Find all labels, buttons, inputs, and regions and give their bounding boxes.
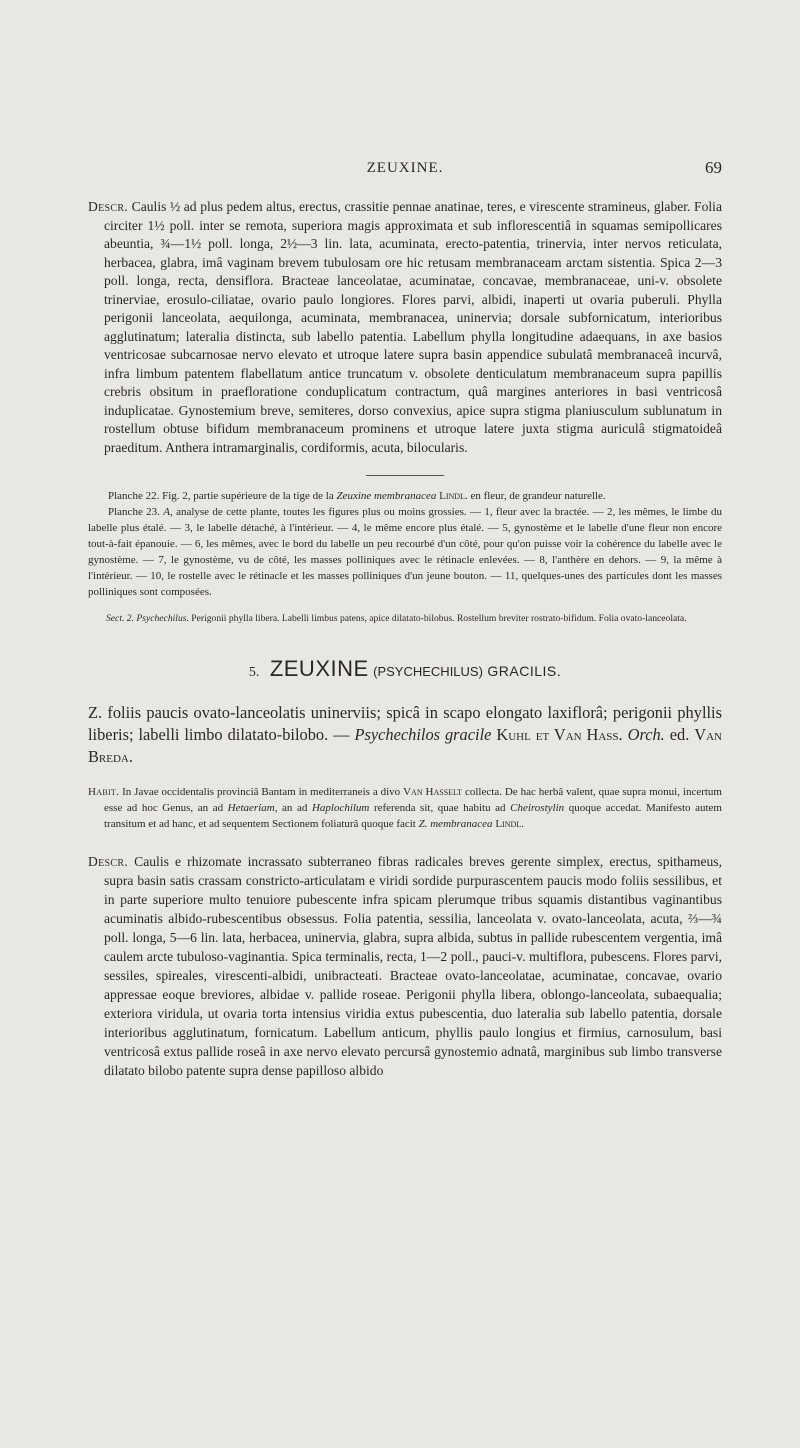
description-2-lead: Descr. bbox=[88, 854, 129, 869]
plate-note-22-species: Zeuxine membranacea bbox=[336, 490, 437, 502]
plate-notes bbox=[88, 488, 722, 600]
diagnosis-reference: Orch. bbox=[627, 725, 665, 744]
description-paragraph bbox=[88, 198, 722, 457]
section-text: Perigonii phylla libera. Labelli limbus patens, apice dilatato-bilobus. Rostellum breviter rostrato-bifidum. Folia ovato-lanceolata. bbox=[191, 613, 687, 624]
habitat-lead: Habit. bbox=[88, 786, 120, 798]
habitat-species: Z. membranacea bbox=[418, 818, 493, 830]
diagnosis-reference-ed: ed. bbox=[664, 725, 695, 744]
diagnosis-synonym: Psychechilos gracile bbox=[354, 725, 492, 744]
page-number: 69 bbox=[705, 158, 722, 177]
separator-rule bbox=[366, 475, 444, 476]
species-epithet: GRACILIS. bbox=[487, 663, 562, 679]
plate-note-23 bbox=[88, 504, 722, 600]
running-head bbox=[88, 158, 722, 198]
diagnosis-text: Z. foliis paucis ovato-lanceolatis uninerviis; spicâ in scapo elongato laxiflorâ; perigonii phyllis liberis; labelli limbo dilatato-bilobo. — bbox=[88, 703, 722, 744]
description-2-text: Caulis e rhizomate incrassato subterraneo fibras radicales breves gerente simplex, erectus, spithameus, supra basin satis crassam constricto-articulatam e viridi sordide purpurascentem paucis modo foliis sessilibus, et in parte superiore multo tenuiore pubescente infra spicam plerumque tribus squamis distantibus vaginantibus acuminatis albido-rubescentibus obsessus. Folia patentia, sessilia, lanceolata v. ovato-lanceolata, acuta, ⅔—¾ poll. longa, 5—6 lin. lata, herbacea, uninervia, glabra, supra albida, subtus in pallide rubescentem vergentia, imâ caulem arcte tubuloso-vaginantia. Spica terminalis, recta, 1—2 poll., pauci-v. multiflora, pubescens. Flores parvi, sessiles, spireales, virescenti-albidi, unibracteati. Bracteae ovato-lanceolatae, acuminatae, concavae, ovario appressae eoque breviores, albidae v. pallide roseae. Perigonii phylla libera, oblongo-lanceolata, subaequalia; exteriora viridula, ut ovaria torta intensius viridia extus pubescentia, duo lateralia sub labello patentia, dorsale interioribus agglutinatum, fornicatum. Labellum anticum, phyllis paulo longius et firmius, carnosulum, basi ventricosâ extus pallide roseâ in axe nervo elevato percursâ gynostemio adnatâ, marginibus sub limbo transverse dilatato bilobo patente supra dense papilloso albido bbox=[104, 854, 722, 1078]
diagnosis-editor: Van Breda. bbox=[88, 725, 722, 766]
section-label: Sect. 2. bbox=[106, 613, 134, 624]
diagnosis bbox=[88, 702, 722, 768]
book-page bbox=[0, 158, 800, 1448]
section-name: Psychechilus. bbox=[136, 613, 189, 624]
description-text: Caulis ½ ad plus pedem altus, erectus, crassitie pennae anatinae, teres, e virescente stramineus, glaber. Folia circiter 1½ poll. inter se remota, superiora magis approximata et sub inflorescentiâ in squamas semipollicares abeuntia, ¾—1½ poll. longa, 2½—3 lin. lata, acuminata, erecto-patentia, trinervia, inter nervos reticulata, herbacea, glabra, imâ vaginam brevem tubulosam ore hic retusam membranaceam arctam sistentia. Spica 2—3 poll. longa, recta, densiflora. Bracteae lanceolatae, acuminatae, concavae, membranaceae, uni-v. obsolete trinerviae, erosulo-ciliatae, ovario paulo longiores. Flores parvi, albidi, inaperti ut ovaria puberuli. Phylla perigonii lanceolata, aequilonga, acuminata, membranacea, uninervia; dorsale subfornicatum, interioribus agglutinatum; lateralia distincta, sub labello patentia. Labellum phylla longitudine adaequans, in axe basios ventricosae subcarnosae nervo elevato et utroque latere supra basin appendice subulatâ membranaceâ incurvâ, infra limbum patentem flabellatum antice truncatum v. obsolete denticulatum membranaceum supra papillis crebris obsitum in praefloratione conduplicatum contractum, quâ margines anteriores in basi ventricosâ induplicatae. Gynostemium breve, semiteres, dorso convexius, apice supra stigma planiusculum sublunatum in rostellum obtuse bifidum membranaceum prominens et utroque latere juxta stigma auriculâ stigmatoideâ praeditum. Anthera intramarginalis, cordiformis, acuta, bilocularis. bbox=[104, 199, 722, 455]
habitat-text-2: collecta. De hac herbâ valent, quae supra monui, incertum esse ad hoc Genus, an ad bbox=[104, 786, 722, 814]
plate-note-22 bbox=[88, 488, 722, 504]
species-subgenus: (PSYCHECHILUS) bbox=[373, 664, 483, 679]
plate-note-22-author: Lindl. bbox=[439, 490, 468, 502]
habitat-text-5: quoque accedat. Manifesto autem transitum et ad hanc, et ad sequentem Sectionem foliaturâ quoque facit bbox=[104, 802, 722, 830]
description-paragraph-2 bbox=[88, 852, 722, 1080]
plate-note-23-body: , analyse de cette plante, toutes les figures plus ou moins grossies. — 1, fleur avec la bractée. — 2, les mêmes, le limbe du labelle plus étalé. — 3, le labelle détaché, à l'intérieur. — 4, le même encore plus étalé. — 5, gynostème et le labelle d'une fleur non encore tout-à-fait épanouie. — 6, les mêmes, avec le bord du labelle un peu recourbé d'un côté, pour qu'on puisse voir la cohérence du labelle avec le gynostème. — 7, le gynostème, vu de côté, les masses polliniques avec le rétinacle enlevées. — 8, l'anthère en dehors. — 9, la même à l'intérieur. — 10, le rostelle avec le rétinacle et les masses polliniques d'un jeune bouton. — 11, quelques-unes des particules dont les masses polliniques sont composées. bbox=[88, 506, 722, 598]
habitat-species-author: Lindl. bbox=[495, 818, 524, 830]
habitat-genus-1: Hetaeriam bbox=[227, 802, 275, 814]
plate-note-22-text: Planche 22. Fig. 2, partie supérieure de la tige de la bbox=[108, 490, 337, 502]
plate-note-23-text: Planche 23. bbox=[108, 506, 164, 518]
species-number: 5. bbox=[248, 665, 260, 680]
plate-note-23-letter: A bbox=[163, 506, 170, 518]
habitat-text-4: referenda sit, quae habitu ad bbox=[369, 802, 511, 814]
page-title: ZEUXINE. bbox=[366, 160, 444, 176]
species-genus: ZEUXINE bbox=[269, 656, 369, 681]
habitat-genus-3: Cheirostylin bbox=[510, 802, 565, 814]
habitat-text-1: In Javae occidentalis provinciâ Bantam in mediterraneis a divo bbox=[122, 786, 404, 798]
habitat-paragraph bbox=[88, 784, 722, 832]
plate-note-22-end: en fleur, de grandeur naturelle. bbox=[467, 490, 606, 502]
habitat-text-3: , an ad bbox=[274, 802, 312, 814]
section-note bbox=[106, 612, 722, 626]
description-lead: Descr. bbox=[88, 199, 129, 214]
diagnosis-authors: Kuhl et Van Hass. bbox=[496, 725, 623, 744]
habitat-genus-2: Haplochilum bbox=[311, 802, 370, 814]
habitat-collector: Van Hasselt bbox=[403, 786, 463, 798]
species-heading bbox=[88, 656, 722, 682]
